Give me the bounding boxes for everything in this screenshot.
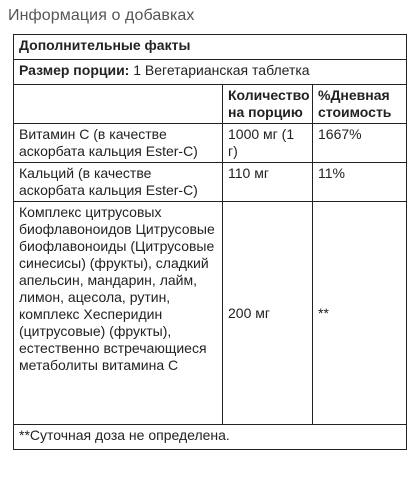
table-footnote: **Суточная доза не определена. [14, 425, 407, 450]
nutrient-daily-value: 11% [313, 163, 407, 202]
nutrient-amount: 1000 мг (1 г) [223, 124, 313, 163]
table-row [14, 163, 407, 202]
page-heading: Информация о добавках [8, 7, 195, 24]
table-row [14, 202, 407, 425]
nutrient-amount: 200 мг [223, 202, 313, 425]
nutrient-daily-value: ** [313, 202, 407, 425]
serving-size [14, 60, 407, 85]
column-header-blank [14, 85, 223, 124]
serving-size-value: 1 Вегетарианская таблетка [129, 62, 310, 78]
nutrient-name: Витамин C (в качестве аскорбата кальция Ester-C) [14, 124, 223, 163]
nutrient-name: Комплекс цитрусовых биофлавоноидов Цитрусовые биофлавоноиды (Цитрусовые синесисы) (фрукты), сладкий апельсин, мандарин, лайм, лимон, ацесола, рутин, комплекс Хесперидин (цитрусовые) (фрукты), естественно встречающиеся метаболиты витамина C [14, 202, 223, 425]
column-header-row [14, 85, 407, 124]
column-header-daily-value: %Дневная стоимость [313, 85, 407, 124]
nutrient-daily-value: 1667% [313, 124, 407, 163]
supplement-facts-table [13, 34, 407, 450]
table-row [14, 124, 407, 163]
nutrient-amount: 110 мг [223, 163, 313, 202]
serving-size-label: Размер порции: [19, 62, 130, 78]
column-header-amount: Количество на порцию [223, 85, 313, 124]
nutrient-name: Кальций (в качестве аскорбата кальция Ester-C) [14, 163, 223, 202]
table-title: Дополнительные факты [14, 35, 407, 60]
